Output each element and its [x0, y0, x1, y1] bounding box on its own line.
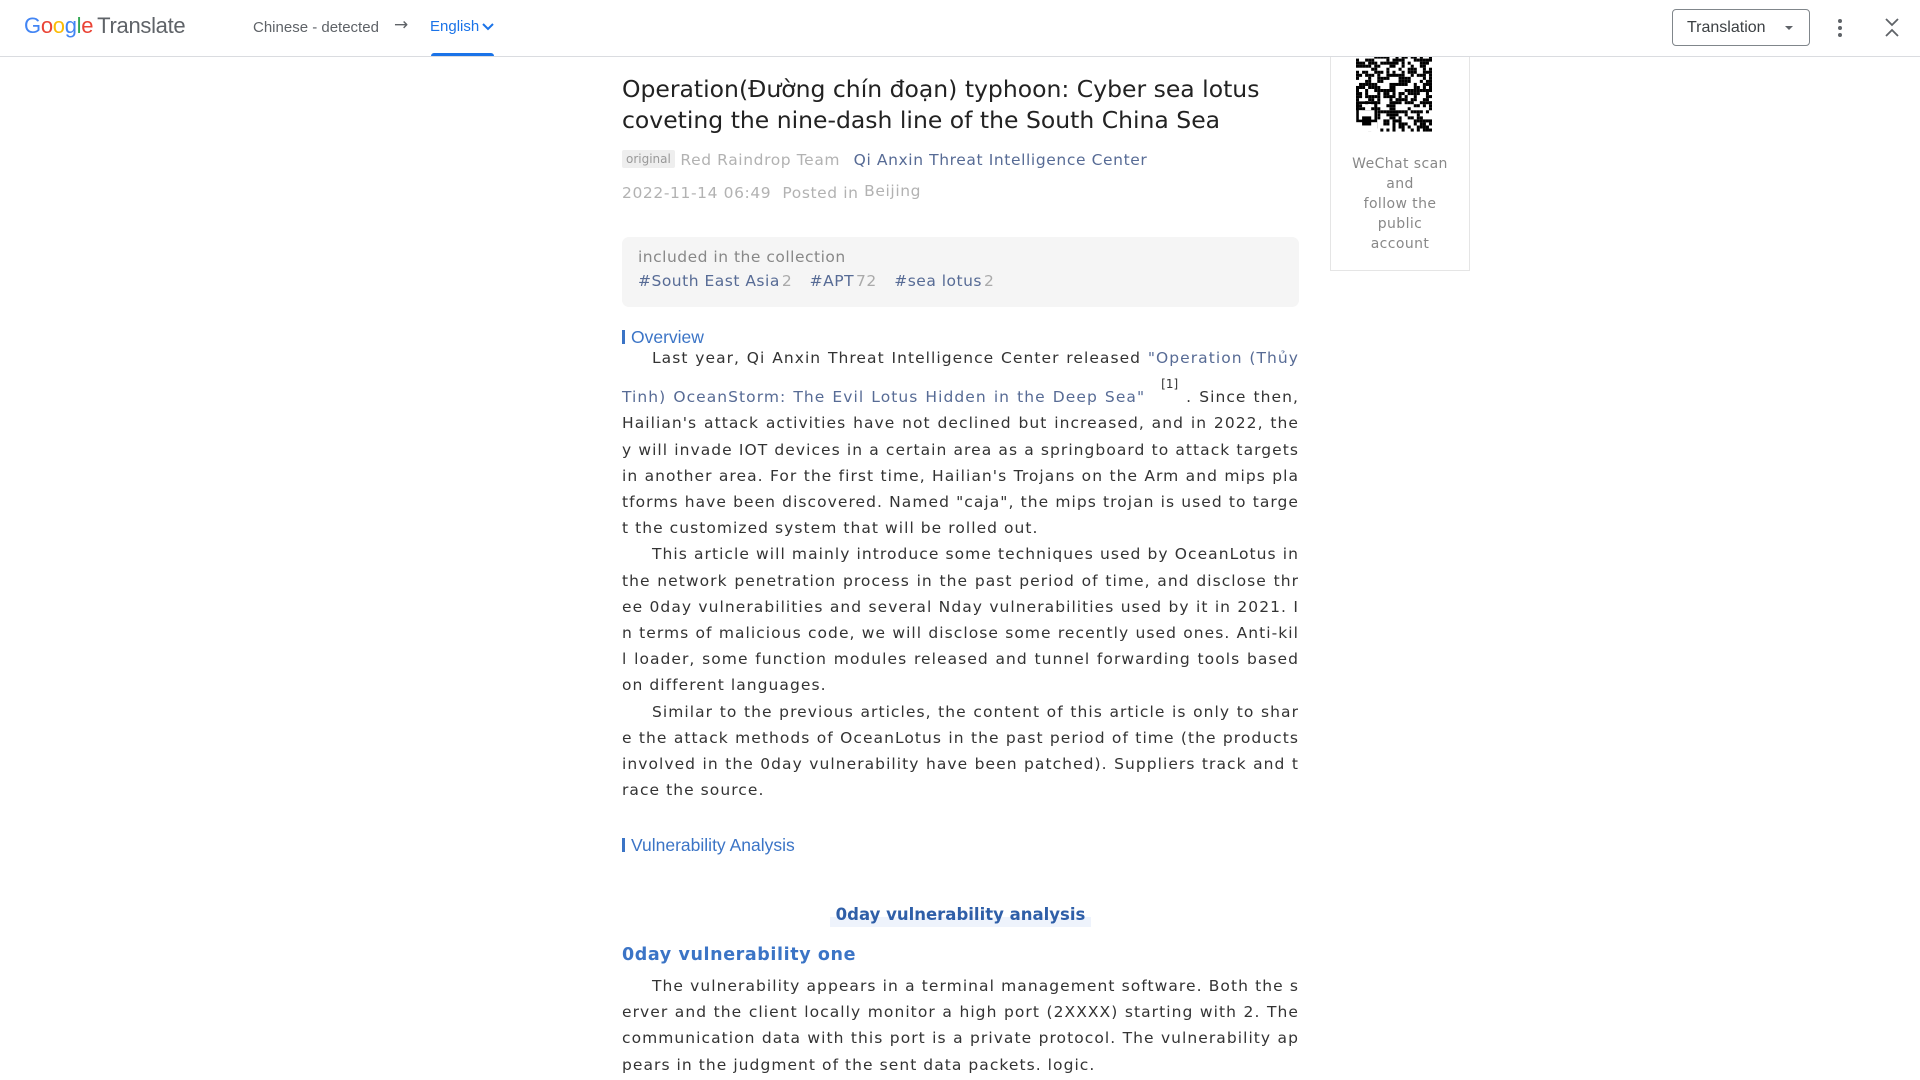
arrow-right-icon: → [394, 15, 409, 35]
caption-line: and [1386, 176, 1414, 192]
article-body [622, 345, 1299, 803]
section-heading-vulnerability-analysis [622, 835, 1299, 856]
heading-bar [622, 330, 625, 344]
original-tag: original [622, 150, 675, 168]
translation-mode-label: Translation [1687, 19, 1766, 36]
wechat-qr-card [1330, 40, 1470, 271]
paragraph [622, 345, 1299, 541]
collection-count: 2 [984, 272, 995, 290]
collection-tag[interactable]: #APT [809, 272, 855, 290]
footnote-ref[interactable]: [1] [1161, 377, 1179, 392]
posted-in-label: Posted in [782, 184, 859, 202]
qr-caption [1331, 154, 1469, 254]
subheading-centered [622, 905, 1299, 924]
caret-down-icon [1785, 26, 1793, 30]
translate-toolbar [0, 0, 1920, 57]
chevron-down-icon [482, 23, 494, 31]
caption-line: follow the [1363, 196, 1437, 212]
caption-line: WeChat scan [1352, 156, 1448, 172]
heading-text: Overview [631, 327, 704, 347]
target-language-label: English [430, 18, 480, 35]
collapse-icon[interactable] [1882, 14, 1902, 42]
publish-info [622, 184, 1299, 202]
reference-link[interactable]: "Operation (Thủy Tinh) OceanStorm: The Evil Lotus Hidden in the Deep Sea" [622, 349, 1299, 407]
heading-text: Vulnerability Analysis [631, 835, 795, 855]
collection-box [622, 237, 1299, 307]
google-translate-logo[interactable]: Google Translate [24, 13, 186, 38]
more-options-icon[interactable] [1830, 14, 1850, 42]
paragraph: Similar to the previous articles, the content of this article is only to share the attack methods of OceanLotus in the past period of time (the products involved in the 0day vulnerability have been patched). Suppliers track and trace the source. [622, 702, 1299, 800]
collection-tag[interactable]: #South East Asia [638, 272, 780, 290]
translation-mode-select[interactable] [1672, 9, 1810, 46]
subheading-text: 0day vulnerability analysis [830, 905, 1092, 927]
location: Beijing [864, 182, 922, 200]
paragraph: The vulnerability appears in a terminal management software. Both the server and the client locally monitor a high port (2XXXX) starting with 2. The communication data with this port is a private protocol. The vulnerability appears in the judgment of the sent data packets. logic. [622, 977, 1299, 1074]
text: Last year, Qi Anxin Threat Intelligence Center released [652, 349, 1148, 367]
qr-code-icon [1356, 46, 1432, 132]
target-language-dropdown[interactable] [430, 18, 494, 35]
account-link[interactable]: Qi Anxin Threat Intelligence Center [853, 151, 1148, 169]
author: Red Raindrop Team [680, 151, 841, 169]
text: . Since then, Hailian's attack activities have not declined but increased, and in 2022, they will invade IOT devices in a certain area as a springboard to attack targets in another area. For the first time, Hailian's Trojans on the Arm and mips platforms have been discovered. Named "caja", the mips trojan is used to target the customized system that will be rolled out. [622, 388, 1299, 538]
article-meta [622, 150, 1299, 169]
caption-line: account [1370, 236, 1430, 252]
collection-tag[interactable]: #sea lotus [894, 272, 983, 290]
collection-count: 2 [781, 272, 793, 290]
heading-bar [622, 838, 625, 852]
collection-count: 72 [856, 272, 877, 290]
collection-label: included in the collection [638, 248, 846, 266]
active-language-indicator [431, 53, 494, 56]
article-body-2 [622, 973, 1299, 1078]
source-language[interactable]: Chinese - detected [253, 19, 379, 36]
publish-date: 2022-11-14 06:49 [622, 184, 772, 202]
caption-line: public [1377, 216, 1423, 232]
paragraph: This article will mainly introduce some techniques used by OceanLotus in the network penetration process in the past period of time, and disclose three 0day vulnerabilities and several Nday vulnerabilities used by it in 2021. In terms of malicious code, we will disclose some recently used ones. Anti-kill loader, some function modules released and tunnel forwarding tools based on different languages. [622, 545, 1299, 695]
article-title: Operation(Đường chín đoạn) typhoon: Cyber sea lotus coveting the nine-dash line of the South China Sea [622, 75, 1260, 134]
subheading-0day-one: 0day vulnerability one [622, 945, 857, 965]
